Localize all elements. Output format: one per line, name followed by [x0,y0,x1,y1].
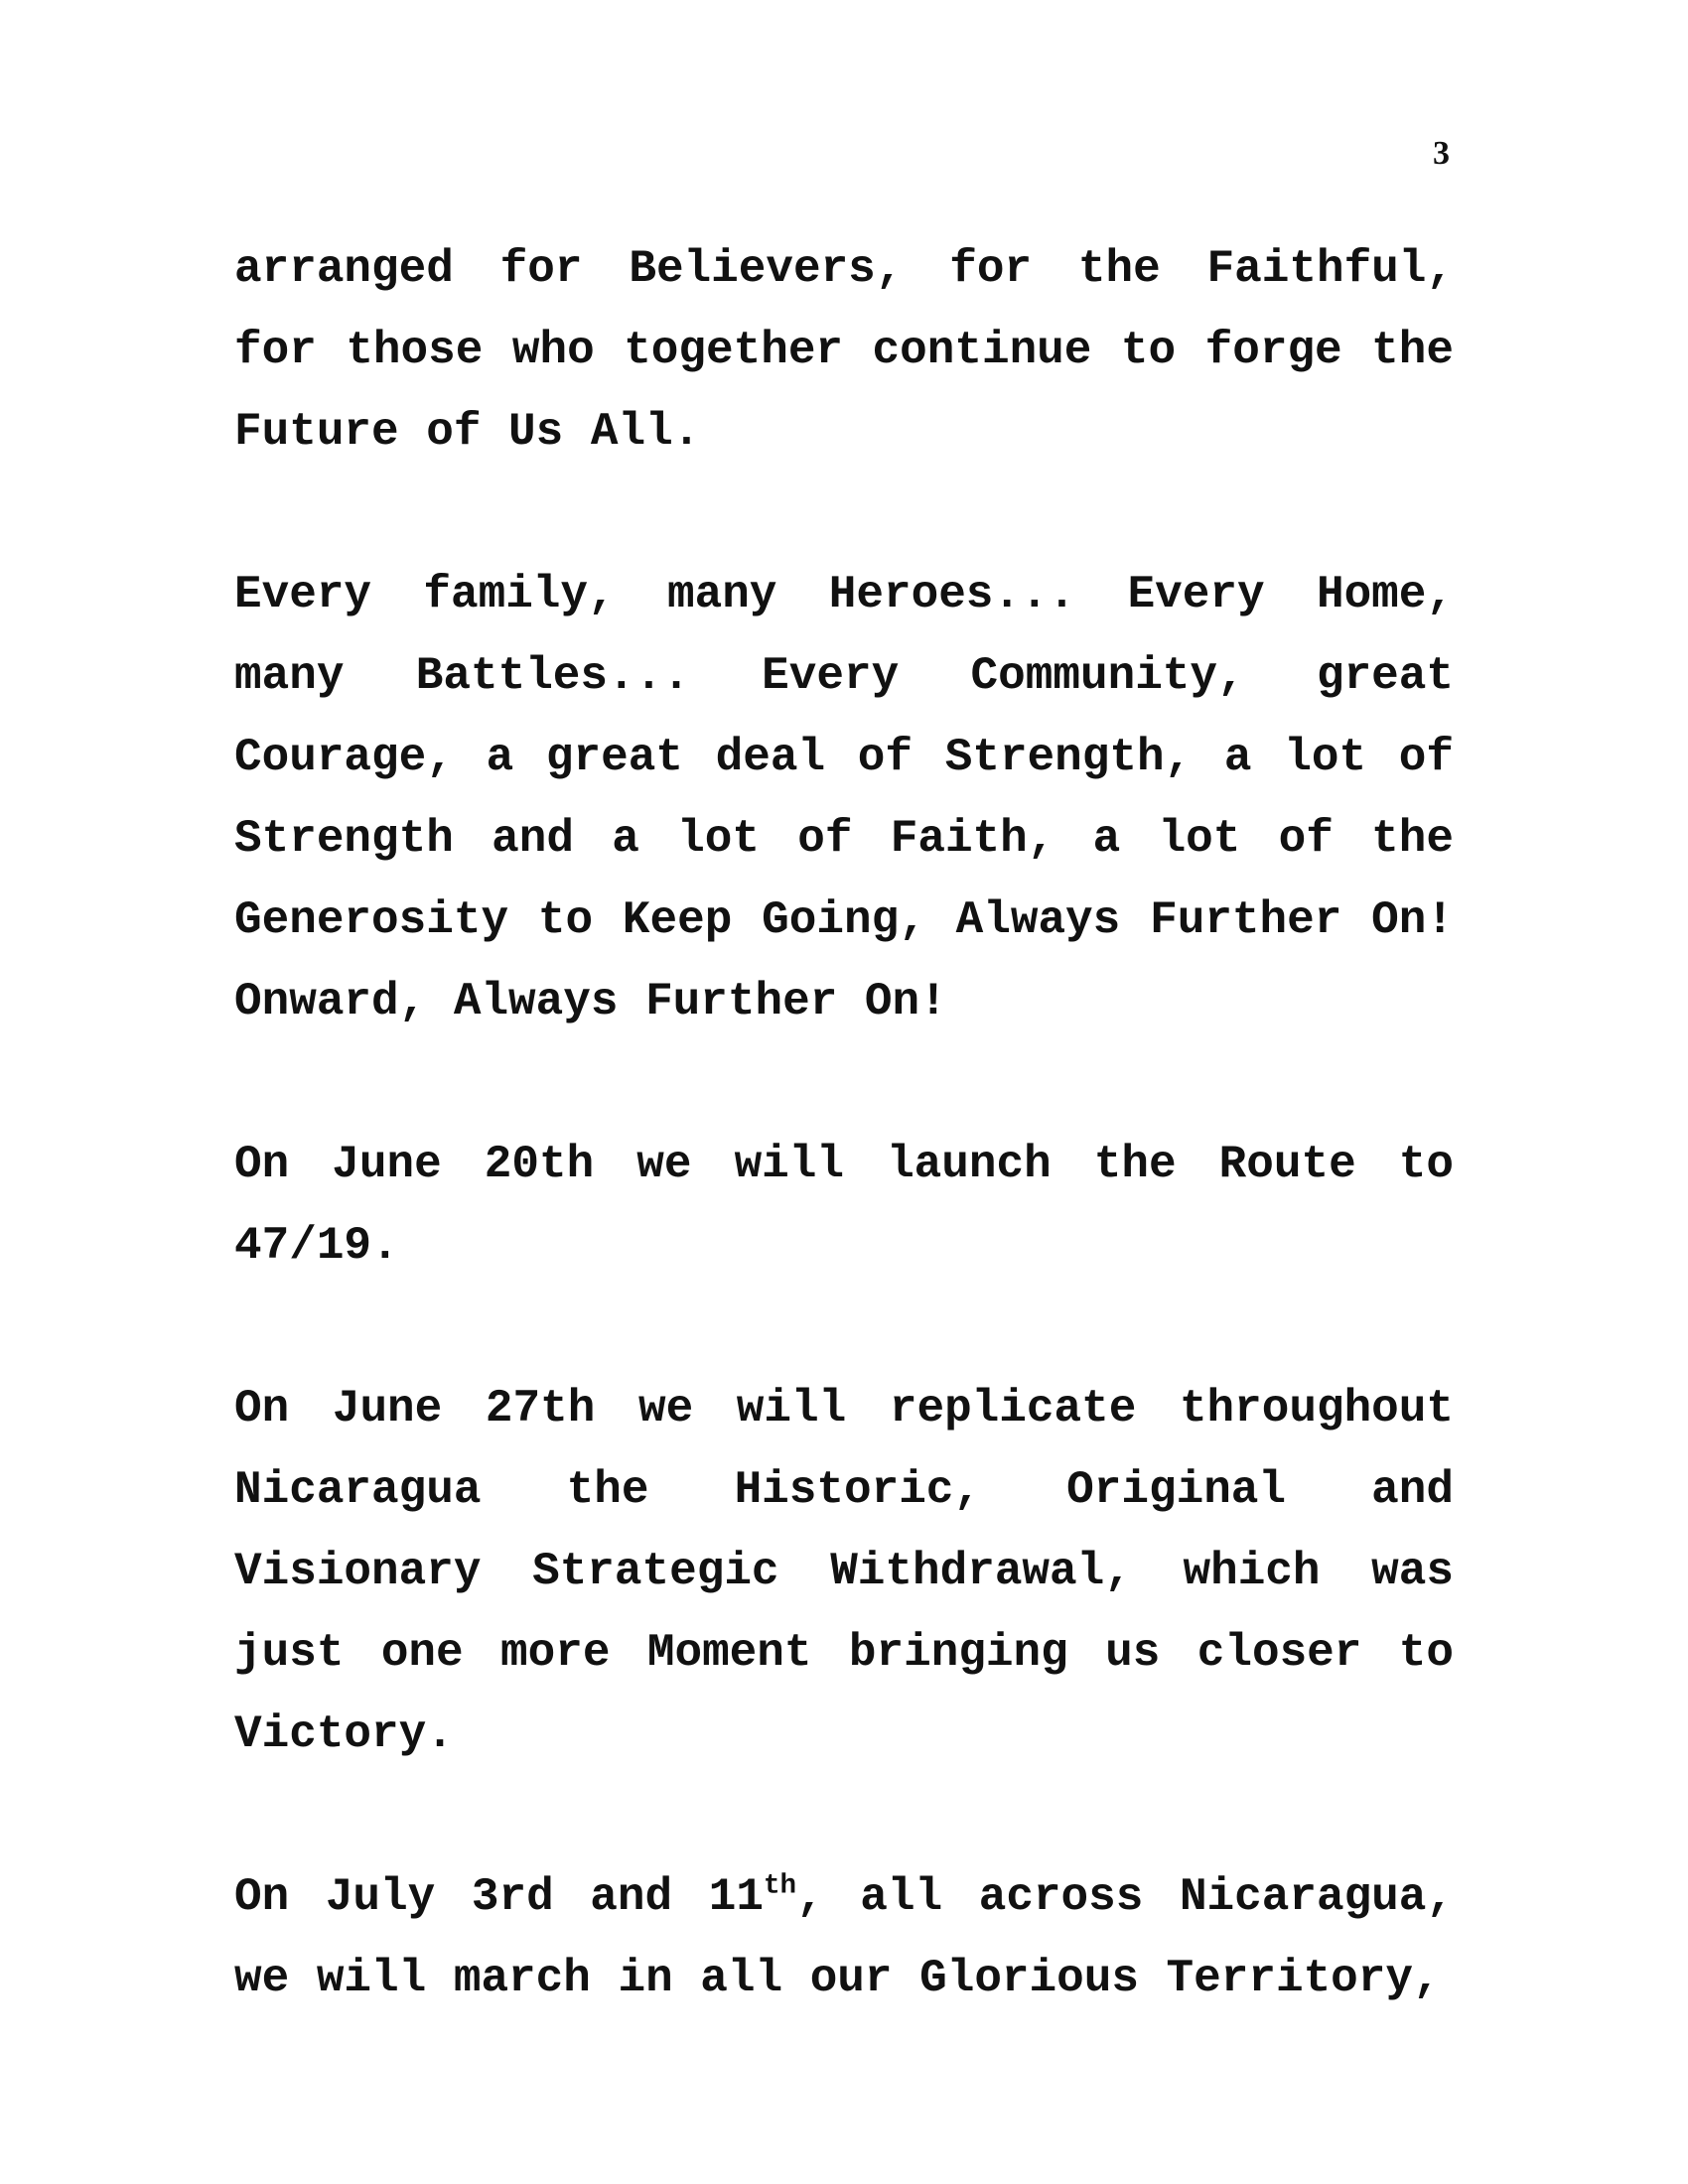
paragraph-3: On June 20th we will launch the Route to 47/19. [234,1139,1454,1272]
body-text [234,228,1454,2019]
page-number: 3 [1433,135,1450,172]
paragraph-5 [234,1856,1454,2019]
paragraph-5-start: On July 3rd and 11 [234,1871,764,1923]
paragraph-2: Every family, many Heroes... Every Home, many Battles... Every Community, great Courage, a great deal of Strength, a lot of Strength and a lot of Faith, a lot of the Generosity to Keep Going, Always Further On! Onward, Always Further On! [234,569,1454,1027]
paragraph-5-end: , all across Nicaragua, we will march in all our Glorious Territory, [234,1871,1454,2004]
ordinal-superscript: th [763,1870,797,1902]
paragraph-4: On June 27th we will replicate throughout Nicaragua the Historic, Original and Visionary Strategic Withdrawal, which was just one more Moment bringing us closer to Victory. [234,1383,1454,1760]
paragraph-1: arranged for Believers, for the Faithful, for those who together continue to forge the Future of Us All. [234,243,1454,458]
